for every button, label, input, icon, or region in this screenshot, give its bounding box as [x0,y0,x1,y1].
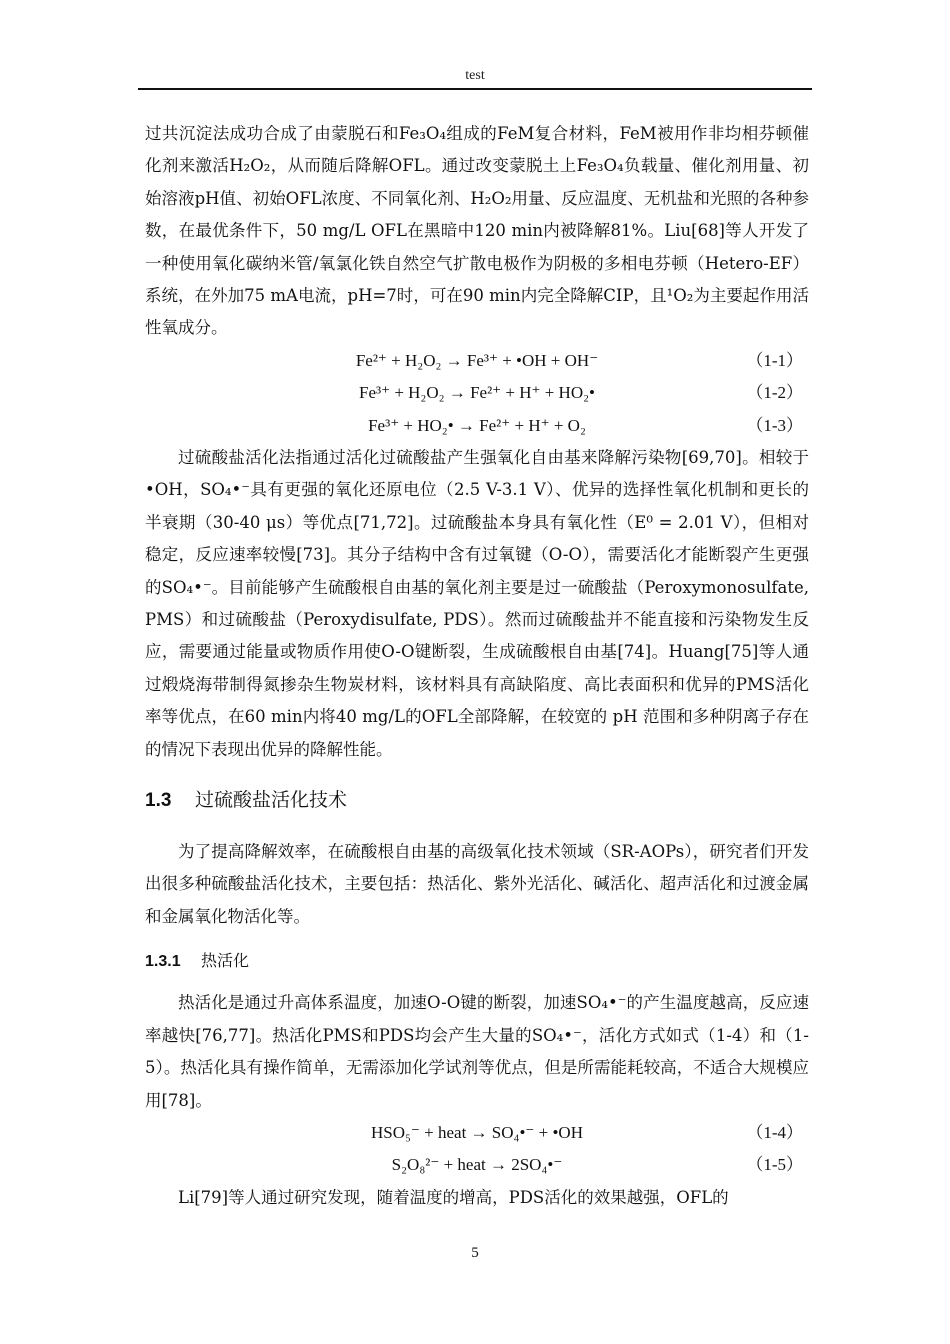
paragraph-persulfate-activation: 过硫酸盐活化法指通过活化过硫酸盐产生强氧化自由基来降解污染物[69,70]。相较于•OH，SO₄•⁻具有更强的氧化还原电位（2.5 V-3.1 V）、优异的选择性氧化机制和更长的半衰期（30-40 μs）等优点[71,72]。过硫酸盐本身具有氧化性（E⁰ = 2.01 V），但相对稳定，反应速率较慢[73]。其分子结构中含有过氧键（O-O），需要活化才能断裂产生更强的SO₄•⁻。目前能够产生硫酸根自由基的氧化剂主要是过一硫酸盐（Peroxymonosulfate, PMS）和过硫酸盐（Peroxydisulfate, PDS）。然而过硫酸盐并不能直接和污染物发生反应，需要通过能量或物质作用使O-O键断裂，生成硫酸根自由基[74]。Huang[75]等人通过煅烧海带制得氮掺杂生物炭材料，该材料具有高缺陷度、高比表面积和优异的PMS活化率等优点，在60 min内将40 mg/L的OFL全部降解，在较宽的 pH 范围和多种阴离子存在的情况下表现出优异的降解性能。 [145,448,809,759]
equation-1-3 [145,410,809,442]
equation-1-1-body: Fe²⁺ + H₂O₂ → Fe³⁺ + •OH + OH⁻ [355,350,599,370]
subsection-heading [145,933,809,987]
header-rule [138,88,812,90]
paragraph-sr-aops: 为了提高降解效率，在硫酸根自由基的高级氧化技术领域（SR-AOPs），研究者们开发出很多种硫酸盐活化技术，主要包括：热活化、紫外光活化、碱活化、超声活化和过渡金属和金属氧化物活化等。 [145,842,809,926]
page-body [145,118,809,1214]
equation-1-5-number: （1-5） [746,1155,803,1175]
equation-1-2 [145,377,809,409]
section-title: 过硫酸盐活化技术 [195,790,348,812]
equation-1-3-body: Fe³⁺ + HO₂• → Fe²⁺ + H⁺ + O₂ [368,415,586,435]
paragraph-li-study: Li[79]等人通过研究发现，随着温度的增高，PDS活化的效果越强，OFL的 [178,1187,729,1207]
subsection-number: 1.3.1 [145,953,181,971]
paragraph-fem-fenton: 过共沉淀法成功合成了由蒙脱石和Fe₃O₄组成的FeM复合材料，FeM被用作非均相芬顿催化剂来激活H₂O₂，从而随后降解OFL。通过改变蒙脱土上Fe₃O₄负载量、催化剂用量、初始溶液pH值、初始OFL浓度、不同氧化剂、H₂O₂用量、反应温度、无机盐和光照的各种参数，在最优条件下，50 mg/L OFL在黑暗中120 min内被降解81%。Liu[68]等人开发了一种使用氧化碳纳米管/氧氯化铁自然空气扩散电极作为阴极的多相电芬顿（Hetero-EF）系统，在外加75 mA电流，pH=7时，可在90 min内完全降解CIP，且¹O₂为主要起作用活性氧成分。 [145,124,809,338]
equation-1-5-body: S₂O₈²⁻ + heat → 2SO₄•⁻ [391,1155,563,1175]
equation-1-3-number: （1-3） [746,415,803,435]
running-header: test [465,68,485,83]
equation-1-2-body: Fe³⁺ + H₂O₂ → Fe²⁺ + H⁺ + HO₂• [359,383,595,403]
equation-1-4 [145,1117,809,1149]
paragraph-thermal-activation: 热活化是通过升高体系温度，加速O-O键的断裂，加速SO₄•⁻的产生温度越高，反应速率越快[76,77]。热活化PMS和PDS均会产生大量的SO₄•⁻，活化方式如式（1-4）和（1-5）。热活化具有操作简单，无需添加化学试剂等优点，但是所需能耗较高，不适合大规模应用[78]。 [145,993,809,1110]
equation-1-2-number: （1-2） [746,383,803,403]
equation-1-4-body: HSO₅⁻ + heat → SO₄•⁻ + •OH [371,1122,583,1142]
subsection-title: 热活化 [201,953,250,971]
equation-1-1 [145,345,809,377]
equation-1-1-number: （1-1） [746,350,803,370]
section-heading [145,766,809,836]
equation-1-4-number: （1-4） [746,1122,803,1142]
equation-1-5 [145,1149,809,1181]
page-number: 5 [471,1245,479,1261]
section-number: 1.3 [145,790,172,812]
